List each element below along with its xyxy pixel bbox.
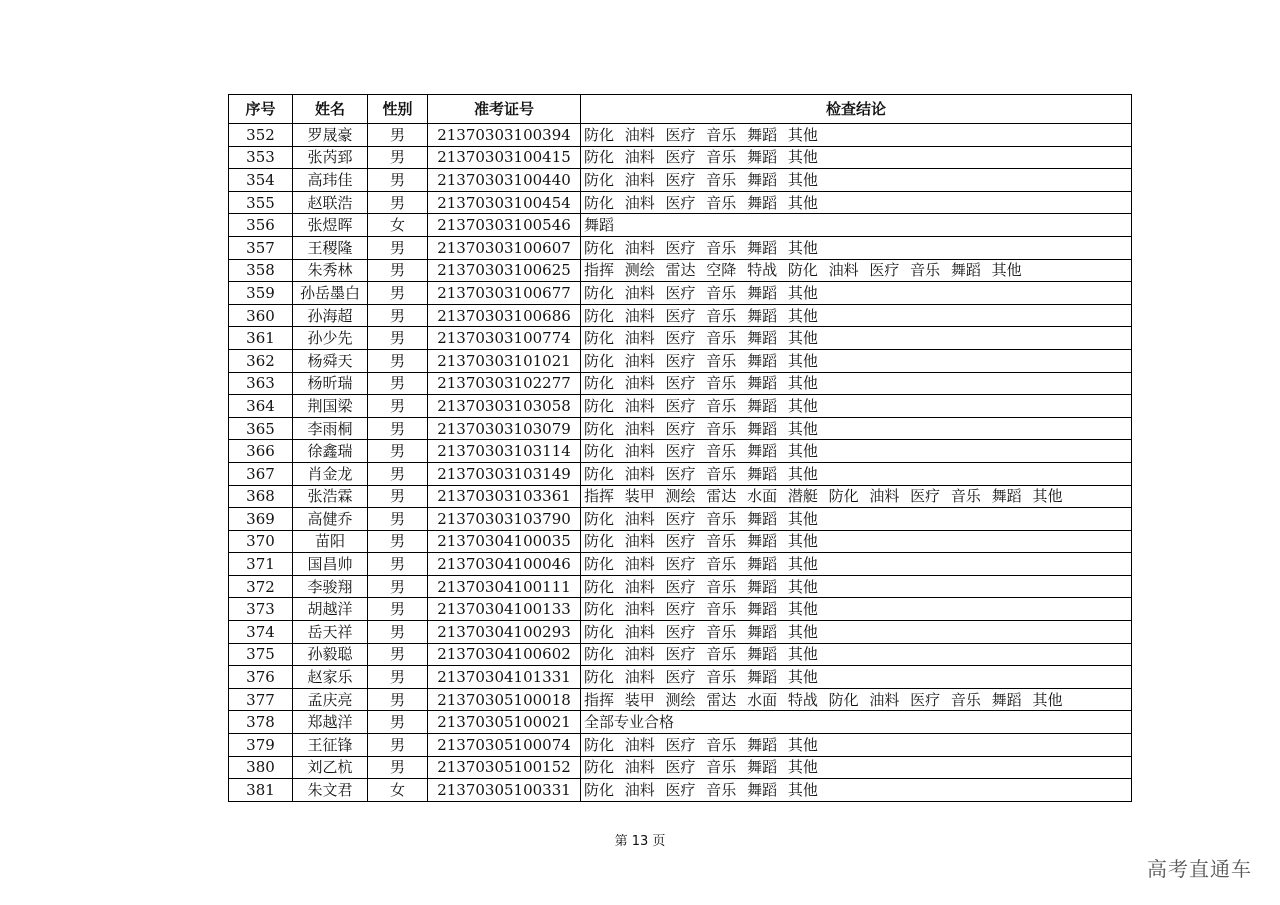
cell-gender: 男: [368, 440, 428, 463]
table-row: [229, 575, 1132, 598]
table-row: [229, 417, 1132, 440]
cell-conclusion: 防化 油料 医疗 音乐 舞蹈 其他: [581, 734, 1132, 757]
cell-gender: 男: [368, 530, 428, 553]
cell-exam-id: 21370303101021: [428, 349, 581, 372]
cell-name: 郑越洋: [293, 711, 368, 734]
cell-index: 369: [229, 508, 293, 531]
table-row: [229, 779, 1132, 802]
table-row: [229, 621, 1132, 644]
cell-gender: 男: [368, 643, 428, 666]
cell-name: 朱秀林: [293, 259, 368, 282]
cell-name: 朱文君: [293, 779, 368, 802]
cell-conclusion: 防化 油料 医疗 音乐 舞蹈 其他: [581, 169, 1132, 192]
cell-gender: 男: [368, 508, 428, 531]
table-row: [229, 214, 1132, 237]
cell-conclusion: 防化 油料 医疗 音乐 舞蹈 其他: [581, 553, 1132, 576]
cell-name: 孙少先: [293, 327, 368, 350]
table-row: [229, 259, 1132, 282]
cell-gender: 男: [368, 282, 428, 305]
cell-gender: 男: [368, 417, 428, 440]
cell-exam-id: 21370305100018: [428, 688, 581, 711]
table-row: [229, 440, 1132, 463]
table-row: [229, 756, 1132, 779]
cell-name: 李骏翔: [293, 575, 368, 598]
cell-index: 372: [229, 575, 293, 598]
cell-exam-id: 21370304100035: [428, 530, 581, 553]
cell-index: 361: [229, 327, 293, 350]
cell-conclusion: 防化 油料 医疗 音乐 舞蹈 其他: [581, 575, 1132, 598]
cell-name: 赵联浩: [293, 191, 368, 214]
watermark: 高考直通车: [1147, 857, 1252, 881]
cell-exam-id: 21370303100607: [428, 236, 581, 259]
cell-name: 杨舜天: [293, 349, 368, 372]
cell-name: 苗阳: [293, 530, 368, 553]
cell-name: 徐鑫瑞: [293, 440, 368, 463]
cell-exam-id: 21370304100293: [428, 621, 581, 644]
cell-index: 354: [229, 169, 293, 192]
table-row: [229, 688, 1132, 711]
cell-gender: 女: [368, 214, 428, 237]
cell-index: 381: [229, 779, 293, 802]
cell-exam-id: 21370303103058: [428, 395, 581, 418]
cell-exam-id: 21370305100152: [428, 756, 581, 779]
cell-index: 355: [229, 191, 293, 214]
cell-gender: 男: [368, 236, 428, 259]
cell-conclusion: 防化 油料 医疗 音乐 舞蹈 其他: [581, 236, 1132, 259]
cell-index: 353: [229, 146, 293, 169]
cell-name: 肖金龙: [293, 462, 368, 485]
cell-exam-id: 21370305100074: [428, 734, 581, 757]
cell-exam-id: 21370303100774: [428, 327, 581, 350]
cell-gender: 男: [368, 327, 428, 350]
cell-conclusion: 防化 油料 医疗 音乐 舞蹈 其他: [581, 282, 1132, 305]
cell-exam-id: 21370304101331: [428, 666, 581, 689]
table-row: [229, 124, 1132, 147]
cell-index: 360: [229, 304, 293, 327]
cell-name: 李雨桐: [293, 417, 368, 440]
cell-conclusion: 防化 油料 医疗 音乐 舞蹈 其他: [581, 349, 1132, 372]
cell-exam-id: 21370304100111: [428, 575, 581, 598]
cell-conclusion: 指挥 装甲 测绘 雷达 水面 潜艇 防化 油料 医疗 音乐 舞蹈 其他: [581, 485, 1132, 508]
cell-gender: 男: [368, 124, 428, 147]
cell-exam-id: 21370303100677: [428, 282, 581, 305]
cell-exam-id: 21370303103114: [428, 440, 581, 463]
cell-index: 377: [229, 688, 293, 711]
results-table: [228, 94, 1132, 802]
cell-gender: 男: [368, 666, 428, 689]
cell-conclusion: 防化 油料 医疗 音乐 舞蹈 其他: [581, 643, 1132, 666]
cell-conclusion: 防化 油料 医疗 音乐 舞蹈 其他: [581, 372, 1132, 395]
cell-exam-id: 21370305100331: [428, 779, 581, 802]
cell-conclusion: 防化 油料 医疗 音乐 舞蹈 其他: [581, 508, 1132, 531]
cell-index: 380: [229, 756, 293, 779]
header-name: 姓名: [293, 95, 368, 124]
cell-index: 358: [229, 259, 293, 282]
cell-conclusion: 防化 油料 医疗 音乐 舞蹈 其他: [581, 191, 1132, 214]
cell-name: 荆国梁: [293, 395, 368, 418]
cell-exam-id: 21370303100546: [428, 214, 581, 237]
cell-index: 376: [229, 666, 293, 689]
cell-name: 刘乙杭: [293, 756, 368, 779]
cell-name: 杨昕瑞: [293, 372, 368, 395]
cell-index: 371: [229, 553, 293, 576]
cell-index: 352: [229, 124, 293, 147]
cell-name: 孙岳墨白: [293, 282, 368, 305]
cell-conclusion: 防化 油料 医疗 音乐 舞蹈 其他: [581, 304, 1132, 327]
table-row: [229, 395, 1132, 418]
header-gender: 性别: [368, 95, 428, 124]
cell-conclusion: 防化 油料 医疗 音乐 舞蹈 其他: [581, 621, 1132, 644]
cell-index: 375: [229, 643, 293, 666]
table-row: [229, 169, 1132, 192]
cell-exam-id: 21370303100686: [428, 304, 581, 327]
cell-conclusion: 防化 油料 医疗 音乐 舞蹈 其他: [581, 598, 1132, 621]
cell-index: 357: [229, 236, 293, 259]
cell-exam-id: 21370303103149: [428, 462, 581, 485]
table-row: [229, 508, 1132, 531]
cell-gender: 男: [368, 485, 428, 508]
cell-name: 张煜晖: [293, 214, 368, 237]
cell-gender: 男: [368, 349, 428, 372]
cell-name: 张浩霖: [293, 485, 368, 508]
cell-exam-id: 21370303103790: [428, 508, 581, 531]
table-row: [229, 349, 1132, 372]
cell-conclusion: 防化 油料 医疗 音乐 舞蹈 其他: [581, 440, 1132, 463]
cell-conclusion: 防化 油料 医疗 音乐 舞蹈 其他: [581, 124, 1132, 147]
cell-conclusion: 防化 油料 医疗 音乐 舞蹈 其他: [581, 779, 1132, 802]
cell-index: 368: [229, 485, 293, 508]
table-row: [229, 462, 1132, 485]
cell-conclusion: 防化 油料 医疗 音乐 舞蹈 其他: [581, 417, 1132, 440]
cell-conclusion: 舞蹈: [581, 214, 1132, 237]
cell-name: 赵家乐: [293, 666, 368, 689]
cell-name: 孙毅聪: [293, 643, 368, 666]
table-row: [229, 643, 1132, 666]
table-row: [229, 666, 1132, 689]
cell-index: 373: [229, 598, 293, 621]
cell-index: 356: [229, 214, 293, 237]
table-row: [229, 304, 1132, 327]
cell-index: 367: [229, 462, 293, 485]
table-row: [229, 327, 1132, 350]
cell-conclusion: 指挥 装甲 测绘 雷达 水面 特战 防化 油料 医疗 音乐 舞蹈 其他: [581, 688, 1132, 711]
cell-gender: 女: [368, 779, 428, 802]
table-row: [229, 530, 1132, 553]
cell-gender: 男: [368, 711, 428, 734]
table-row: [229, 734, 1132, 757]
cell-gender: 男: [368, 146, 428, 169]
cell-conclusion: 防化 油料 医疗 音乐 舞蹈 其他: [581, 666, 1132, 689]
table-row: [229, 553, 1132, 576]
cell-index: 366: [229, 440, 293, 463]
cell-name: 岳天祥: [293, 621, 368, 644]
cell-name: 张芮郅: [293, 146, 368, 169]
cell-index: 378: [229, 711, 293, 734]
table-row: [229, 598, 1132, 621]
cell-name: 高玮佳: [293, 169, 368, 192]
cell-index: 365: [229, 417, 293, 440]
cell-gender: 男: [368, 259, 428, 282]
table-row: [229, 282, 1132, 305]
cell-name: 孙海超: [293, 304, 368, 327]
cell-conclusion: 防化 油料 医疗 音乐 舞蹈 其他: [581, 462, 1132, 485]
table-row: [229, 191, 1132, 214]
cell-gender: 男: [368, 598, 428, 621]
cell-gender: 男: [368, 462, 428, 485]
cell-exam-id: 21370303100394: [428, 124, 581, 147]
header-exam-id: 准考证号: [428, 95, 581, 124]
cell-gender: 男: [368, 688, 428, 711]
cell-gender: 男: [368, 621, 428, 644]
cell-name: 孟庆亮: [293, 688, 368, 711]
header-conclusion: 检查结论: [581, 95, 1132, 124]
cell-index: 364: [229, 395, 293, 418]
cell-name: 王征锋: [293, 734, 368, 757]
cell-name: 王稷隆: [293, 236, 368, 259]
cell-exam-id: 21370303100440: [428, 169, 581, 192]
cell-gender: 男: [368, 395, 428, 418]
cell-gender: 男: [368, 756, 428, 779]
cell-exam-id: 21370303103361: [428, 485, 581, 508]
cell-gender: 男: [368, 575, 428, 598]
cell-name: 罗晟豪: [293, 124, 368, 147]
cell-conclusion: 指挥 测绘 雷达 空降 特战 防化 油料 医疗 音乐 舞蹈 其他: [581, 259, 1132, 282]
cell-gender: 男: [368, 304, 428, 327]
cell-conclusion: 防化 油料 医疗 音乐 舞蹈 其他: [581, 327, 1132, 350]
table-body: [229, 124, 1132, 802]
cell-gender: 男: [368, 191, 428, 214]
table-row: [229, 236, 1132, 259]
table-row: [229, 146, 1132, 169]
cell-gender: 男: [368, 372, 428, 395]
cell-index: 374: [229, 621, 293, 644]
cell-name: 高健乔: [293, 508, 368, 531]
cell-index: 379: [229, 734, 293, 757]
table-row: [229, 372, 1132, 395]
cell-name: 国昌帅: [293, 553, 368, 576]
cell-index: 370: [229, 530, 293, 553]
cell-index: 363: [229, 372, 293, 395]
results-table-container: [228, 94, 1131, 802]
cell-index: 362: [229, 349, 293, 372]
cell-exam-id: 21370305100021: [428, 711, 581, 734]
cell-exam-id: 21370304100133: [428, 598, 581, 621]
table-row: [229, 485, 1132, 508]
table-header-row: [229, 95, 1132, 124]
cell-exam-id: 21370304100602: [428, 643, 581, 666]
cell-exam-id: 21370304100046: [428, 553, 581, 576]
cell-conclusion: 防化 油料 医疗 音乐 舞蹈 其他: [581, 146, 1132, 169]
cell-exam-id: 21370303100454: [428, 191, 581, 214]
cell-gender: 男: [368, 553, 428, 576]
cell-exam-id: 21370303103079: [428, 417, 581, 440]
page-number: 第 13 页: [614, 834, 666, 849]
cell-exam-id: 21370303102277: [428, 372, 581, 395]
cell-conclusion: 防化 油料 医疗 音乐 舞蹈 其他: [581, 530, 1132, 553]
header-index: 序号: [229, 95, 293, 124]
cell-name: 胡越洋: [293, 598, 368, 621]
cell-gender: 男: [368, 169, 428, 192]
cell-exam-id: 21370303100625: [428, 259, 581, 282]
cell-index: 359: [229, 282, 293, 305]
table-row: [229, 711, 1132, 734]
cell-exam-id: 21370303100415: [428, 146, 581, 169]
cell-conclusion: 防化 油料 医疗 音乐 舞蹈 其他: [581, 756, 1132, 779]
cell-conclusion: 全部专业合格: [581, 711, 1132, 734]
cell-gender: 男: [368, 734, 428, 757]
cell-conclusion: 防化 油料 医疗 音乐 舞蹈 其他: [581, 395, 1132, 418]
